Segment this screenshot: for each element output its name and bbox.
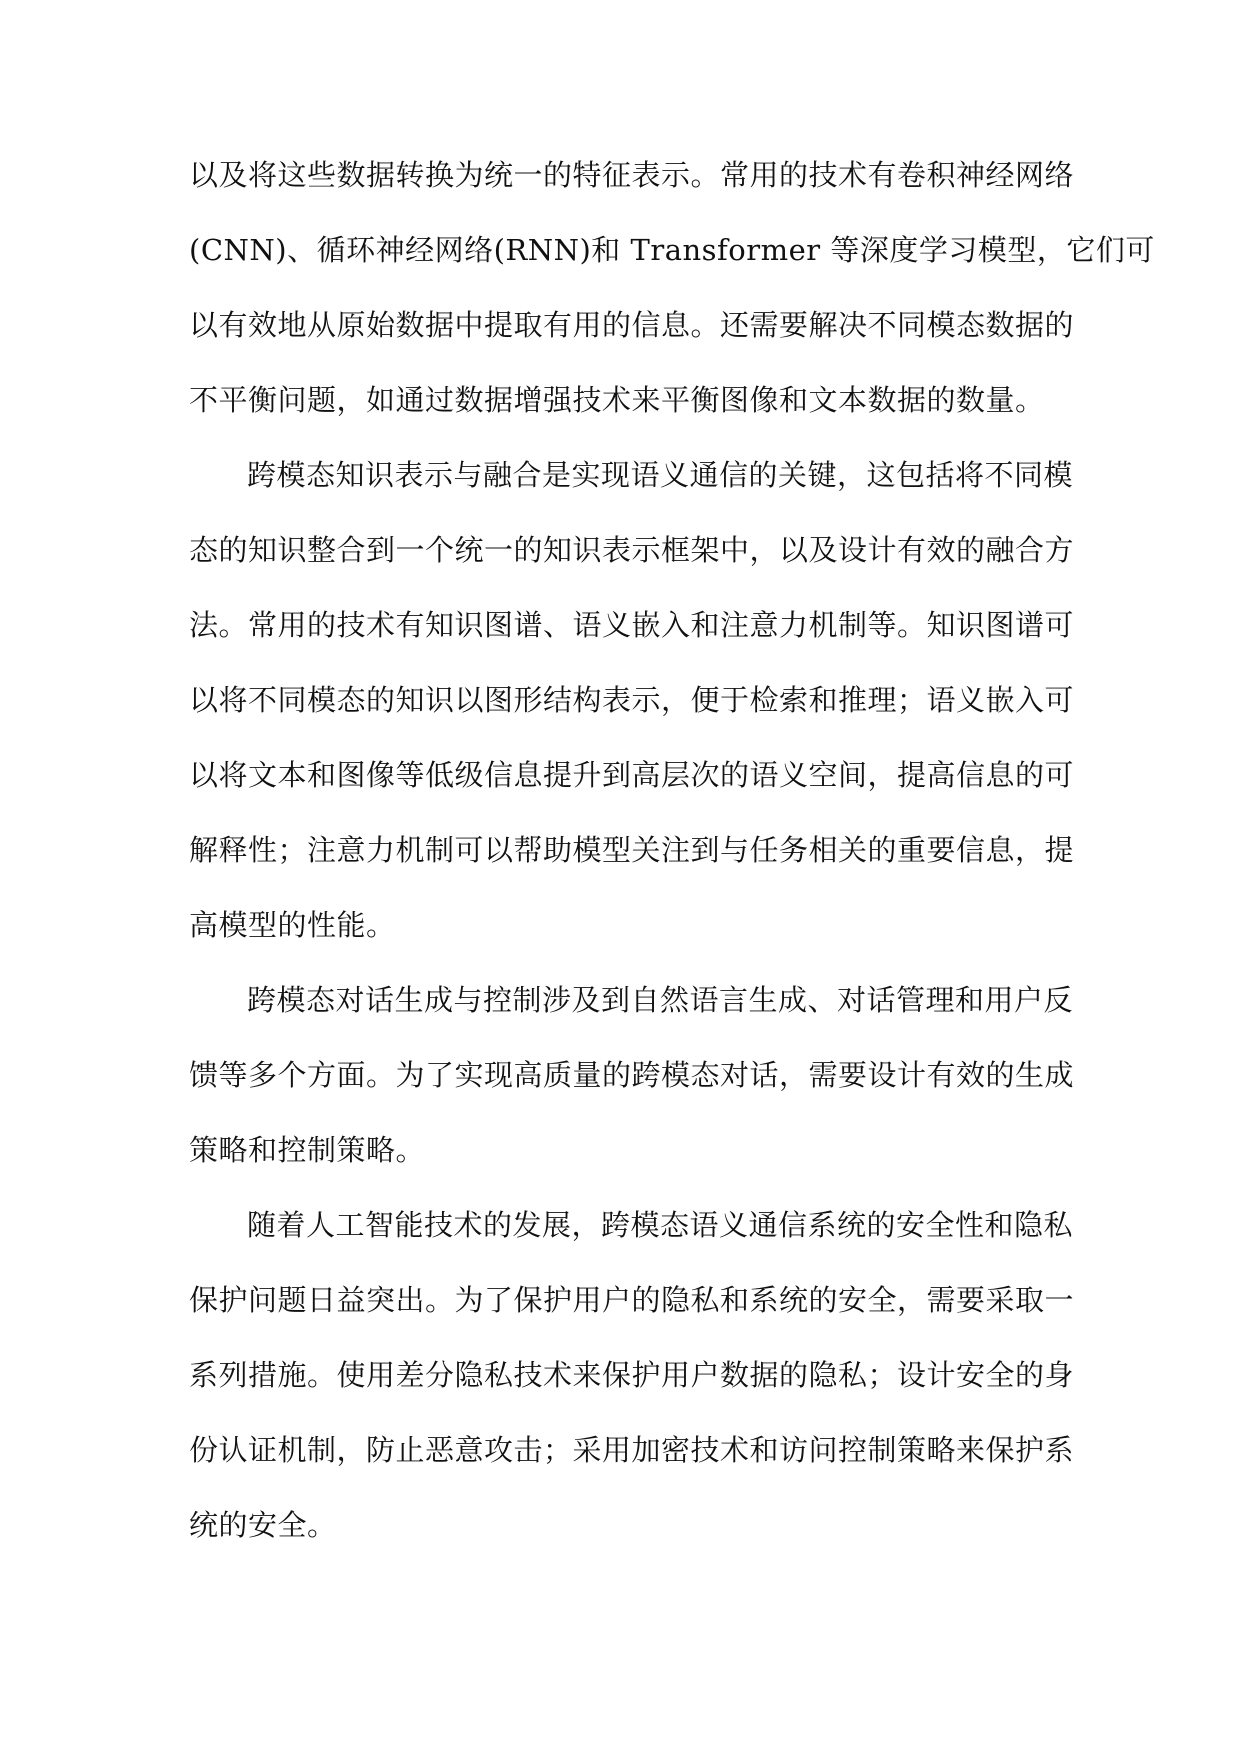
text-line: 跨模态知识表示与融合是实现语义通信的关键，这包括将不同模 bbox=[247, 458, 1074, 492]
text-line: 以将不同模态的知识以图形结构表示，便于检索和推理；语义嵌入可 bbox=[189, 683, 1075, 717]
text-line: 以及将这些数据转换为统一的特征表示。常用的技术有卷积神经网络 bbox=[189, 158, 1075, 192]
text-line: 系列措施。使用差分隐私技术来保护用户数据的隐私；设计安全的身 bbox=[189, 1358, 1075, 1392]
text-line: 解释性；注意力机制可以帮助模型关注到与任务相关的重要信息，提 bbox=[189, 833, 1075, 867]
text-line: 份认证机制，防止恶意攻击；采用加密技术和访问控制策略来保护系 bbox=[189, 1433, 1075, 1467]
text-line: 不平衡问题，如通过数据增强技术来平衡图像和文本数据的数量。 bbox=[189, 383, 1045, 417]
text-line: (CNN)、循环神经网络(RNN)和 Transformer 等深度学习模型，它们可 bbox=[189, 233, 1155, 267]
text-line: 法。常用的技术有知识图谱、语义嵌入和注意力机制等。知识图谱可 bbox=[189, 608, 1075, 642]
text-line: 态的知识整合到一个统一的知识表示框架中，以及设计有效的融合方 bbox=[189, 533, 1075, 567]
text-line: 以有效地从原始数据中提取有用的信息。还需要解决不同模态数据的 bbox=[189, 308, 1075, 342]
text-line: 策略和控制策略。 bbox=[189, 1133, 426, 1167]
text-line: 馈等多个方面。为了实现高质量的跨模态对话，需要设计有效的生成 bbox=[189, 1058, 1075, 1092]
text-line: 统的安全。 bbox=[189, 1508, 337, 1542]
text-line: 高模型的性能。 bbox=[189, 908, 396, 942]
text-line: 以将文本和图像等低级信息提升到高层次的语义空间，提高信息的可 bbox=[189, 758, 1075, 792]
text-line: 跨模态对话生成与控制涉及到自然语言生成、对话管理和用户反 bbox=[247, 983, 1074, 1017]
body-text bbox=[189, 138, 1155, 1563]
text-line: 随着人工智能技术的发展，跨模态语义通信系统的安全性和隐私 bbox=[247, 1208, 1074, 1242]
text-line: 保护问题日益突出。为了保护用户的隐私和系统的安全，需要采取一 bbox=[189, 1283, 1075, 1317]
